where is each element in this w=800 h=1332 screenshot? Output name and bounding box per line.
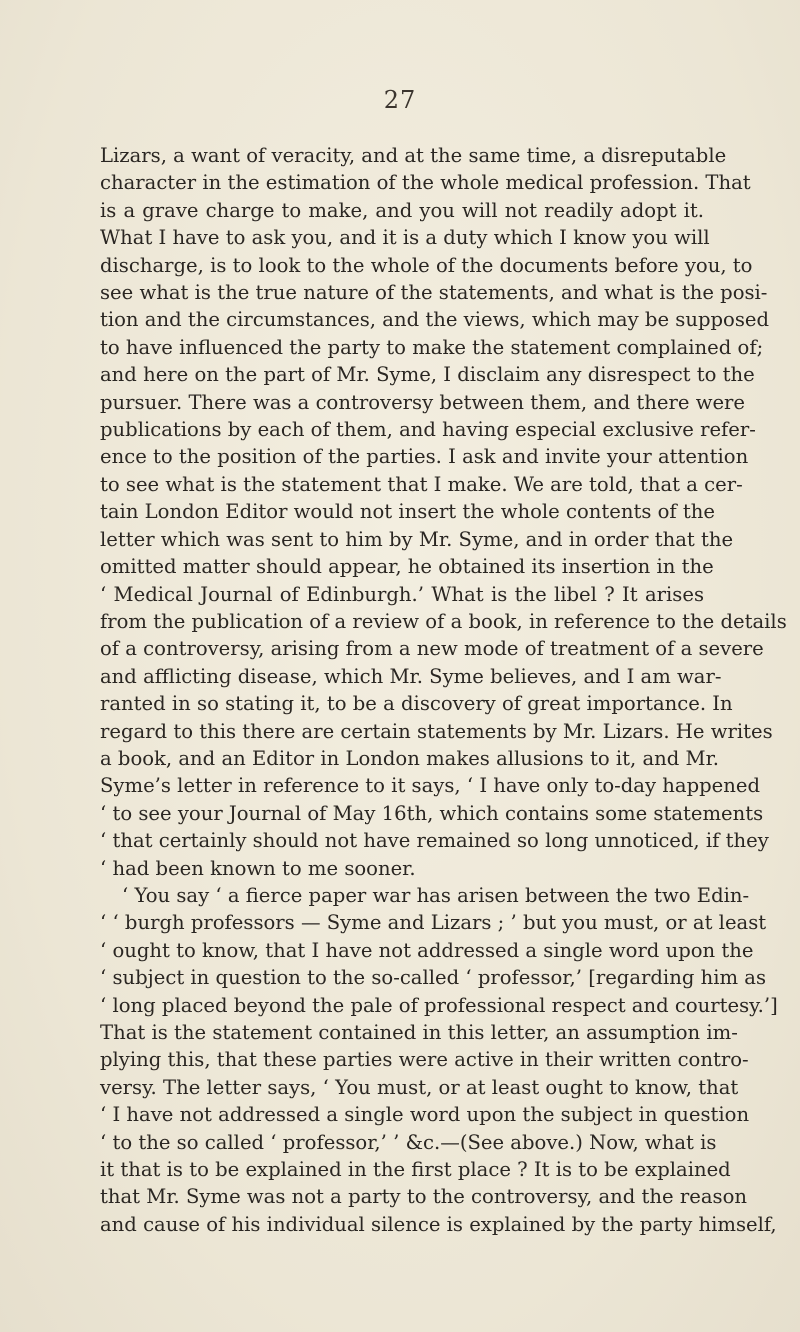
text-line: from the publication of a review of a book, in reference to the details xyxy=(100,609,787,633)
text-line: ‘ to the so called ‘ professor,’ ’ &c.—(See above.) Now, what is xyxy=(100,1130,717,1154)
text-line: it that is to be explained in the first place ? It is to be explained xyxy=(100,1158,731,1182)
text-line: to have influenced the party to make the statement complained of; xyxy=(100,335,764,359)
body-text xyxy=(100,142,787,1238)
text-line: Lizars, a want of veracity, and at the same time, a disreputable xyxy=(100,144,727,167)
text-line: ‘ subject in question to the so-called ‘ professor,’ [regarding him as xyxy=(100,966,767,990)
text-line: What I have to ask you, and it is a duty which I know you will xyxy=(100,226,710,250)
text-line: a book, and an Editor in London makes allusions to it, and Mr. xyxy=(100,746,720,770)
text-line: is a grave charge to make, and you will not readily adopt it. xyxy=(100,198,704,222)
text-line: ‘ Medical Journal of Edinburgh.’ What is the libel ? It arises xyxy=(100,582,704,606)
text-line: and afflicting disease, which Mr. Syme believes, and I am war- xyxy=(100,664,722,688)
text-line: and here on the part of Mr. Syme, I disclaim any disrespect to the xyxy=(100,363,755,387)
text-line: character in the estimation of the whole medical profession. That xyxy=(100,171,751,195)
text-line: tain London Editor would not insert the whole contents of the xyxy=(100,500,716,524)
text-line: letter which was sent to him by Mr. Syme, and in order that the xyxy=(100,527,734,551)
text-line: ‘ long placed beyond the pale of professional respect and courtesy.’] xyxy=(100,993,778,1017)
text-line: Syme’s letter in reference to it says, ‘ I have only to-day happened xyxy=(100,774,761,798)
text-line: ‘ I have not addressed a single word upon the subject in question xyxy=(100,1103,750,1127)
text-line: versy. The letter says, ‘ You must, or at least ought to know, that xyxy=(100,1075,739,1099)
text-line: ranted in so stating it, to be a discovery of great importance. In xyxy=(100,692,733,716)
text-line: ‘ had been known to me sooner. xyxy=(100,856,416,880)
text-line: ‘ to see your Journal of May 16th, which contains some statements xyxy=(100,801,764,825)
text-line: publications by each of them, and having especial exclusive refer- xyxy=(100,418,756,442)
text-line: plying this, that these parties were active in their written contro- xyxy=(100,1048,749,1072)
text-line: That is the statement contained in this letter, an assumption im- xyxy=(100,1021,738,1044)
text-line: ‘ ought to know, that I have not addressed a single word upon the xyxy=(100,938,754,962)
text-line: omitted matter should appear, he obtained its insertion in the xyxy=(100,555,714,579)
text-line: tion and the circumstances, and the views, which may be supposed xyxy=(100,308,770,332)
text-line: ‘ that certainly should not have remained so long unnoticed, if they xyxy=(100,829,769,853)
page-number: 27 xyxy=(383,86,417,114)
text-line: discharge, is to look to the whole of the documents before you, to xyxy=(100,253,753,277)
text-line: see what is the true nature of the statements, and what is the posi- xyxy=(100,281,768,305)
text-line: regard to this there are certain statements by Mr. Lizars. He writes xyxy=(100,719,773,743)
text-line: of a controversy, arising from a new mode of treatment of a severe xyxy=(100,637,764,661)
text-line: to see what is the statement that I make. We are told, that a cer- xyxy=(100,472,743,496)
text-line: ‘ ‘ burgh professors — Syme and Lizars ; ’ but you must, or at least xyxy=(100,911,767,935)
text-line: and cause of his individual silence is explained by the party himself, xyxy=(100,1212,777,1236)
text-line: that Mr. Syme was not a party to the controversy, and the reason xyxy=(100,1185,747,1209)
text-line: ‘ You say ‘ a fierce paper war has arisen between the two Edin- xyxy=(122,883,750,907)
text-line: pursuer. There was a controversy between them, and there were xyxy=(100,390,746,414)
text-line: ence to the position of the parties. I ask and invite your attention xyxy=(100,445,749,469)
